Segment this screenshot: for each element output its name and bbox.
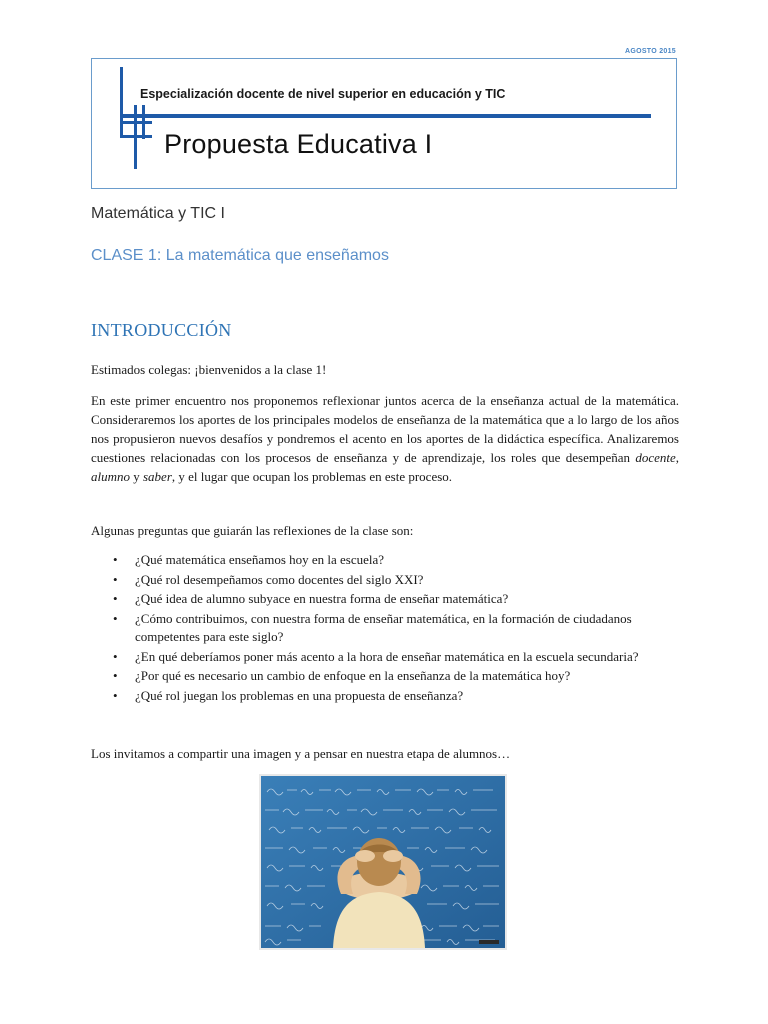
term-docente: docente (635, 450, 676, 465)
term-saber: saber (143, 469, 172, 484)
brand-logo-icon (92, 59, 172, 190)
course-subject: Matemática y TIC I (91, 205, 225, 222)
document-title: Propuesta Educativa I (164, 129, 433, 159)
specialization-title: Especialización docente de nivel superior en educación y TIC (140, 87, 506, 101)
greeting-paragraph: Estimados colegas: ¡bienvenidos a la clase 1! (91, 362, 327, 377)
intro-text-1: En este primer encuentro nos proponemos reflexionar juntos acerca de la enseñanza actual de la matemática. Consideraremos los aportes de los principales modelos de enseñanza de la matemática que a lo largo de los años nos propusieron nuevos desafíos y pondremos el acento en los aportes de la didáctica específica. Analizaremos cuestiones relacionadas con los procesos de enseñanza y de aprendizaje, los roles que desempeñan (91, 393, 679, 465)
questions-list (91, 551, 679, 706)
questions-intro: Algunas preguntas que guiarán las reflexiones de la clase son: (91, 523, 414, 538)
comma-separator: , (675, 450, 679, 465)
section-heading: INTRODUCCIÓN (91, 320, 232, 340)
list-item: • ¿Cómo contribuimos, con nuestra forma de enseñar matemática, en la formación de ciudadanos competentes para este siglo? (91, 610, 679, 647)
student-chalkboard-image (259, 774, 507, 950)
term-alumno: alumno (91, 469, 130, 484)
list-item: • ¿Qué rol juegan los problemas en una propuesta de enseñanza? (91, 687, 679, 706)
class-title: CLASE 1: La matemática que enseñamos (91, 247, 389, 264)
list-item: • ¿Qué rol desempeñamos como docentes del siglo XXI? (91, 571, 679, 590)
intro-text-2: , y el lugar que ocupan los problemas en este proceso. (171, 469, 453, 484)
list-item: • ¿Por qué es necesario un cambio de enfoque en la enseñanza de la matemática hoy? (91, 667, 679, 686)
closing-paragraph: Los invitamos a compartir una imagen y a pensar en nuestra etapa de alumnos… (91, 746, 511, 761)
list-item: • ¿Qué idea de alumno subyace en nuestra forma de enseñar matemática? (91, 590, 679, 609)
header-banner (91, 58, 677, 189)
header-rule (120, 114, 651, 118)
list-item: • ¿En qué deberíamos poner más acento a la hora de enseñar matemática en la escuela secundaria? (91, 648, 679, 667)
header-date: AGOSTO 2015 (624, 48, 676, 55)
conjunction: y (130, 469, 143, 484)
list-item: • ¿Qué matemática enseñamos hoy en la escuela? (91, 551, 679, 570)
intro-paragraph (91, 391, 679, 486)
